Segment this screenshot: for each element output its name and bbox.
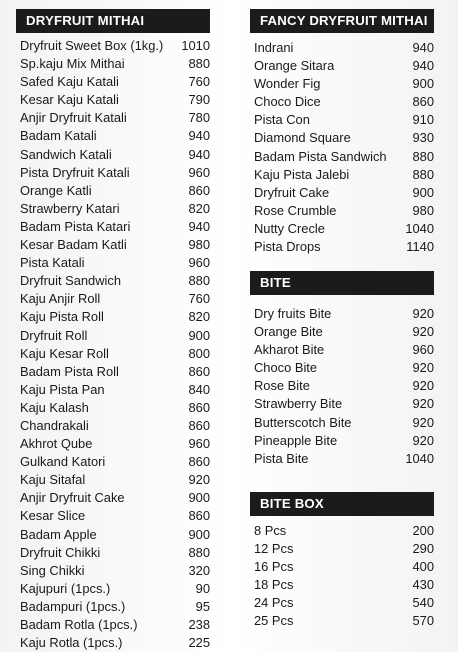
item-price: 960 xyxy=(412,341,434,358)
item-name: Kaju Sitafal xyxy=(20,472,86,488)
item-price: 930 xyxy=(412,130,434,146)
item-price: 225 xyxy=(188,634,210,651)
item-price: 920 xyxy=(412,432,434,448)
menu-item xyxy=(20,218,210,237)
item-name: Badampuri (1pcs.) xyxy=(20,598,126,615)
menu-item xyxy=(254,612,434,631)
item-price: 790 xyxy=(188,92,210,108)
item-price: 760 xyxy=(188,291,210,307)
item-price: 570 xyxy=(412,613,434,629)
menu-item xyxy=(20,73,210,92)
menu-item xyxy=(20,453,210,472)
menu-item xyxy=(254,594,434,613)
item-name: Kaju Kesar Roll xyxy=(20,345,109,361)
item-price: 980 xyxy=(412,202,434,219)
menu-item xyxy=(254,305,434,324)
menu-item xyxy=(254,540,434,559)
menu-item xyxy=(254,165,434,184)
item-price: 860 xyxy=(188,182,210,198)
menu-item xyxy=(20,163,210,182)
section-bite-box xyxy=(250,492,434,631)
item-name: Akharot Bite xyxy=(254,341,325,358)
menu-item xyxy=(254,576,434,595)
item-name: Sing Chikki xyxy=(20,562,85,578)
menu-item xyxy=(20,634,210,652)
item-price: 1140 xyxy=(406,238,434,255)
item-price: 860 xyxy=(188,417,210,434)
item-price: 880 xyxy=(188,55,210,72)
menu-item xyxy=(20,326,210,345)
item-name: Anjir Dryfruit Cake xyxy=(20,490,125,506)
item-name: Choco Dice xyxy=(254,94,321,110)
item-price: 840 xyxy=(188,381,210,397)
item-name: Sp.kaju Mix Mithai xyxy=(20,55,125,72)
item-price: 860 xyxy=(188,363,210,379)
item-name: Indrani xyxy=(254,39,294,56)
menu-item xyxy=(254,558,434,577)
menu-item xyxy=(20,308,210,327)
item-price: 940 xyxy=(412,57,434,74)
menu-item xyxy=(20,91,210,110)
item-name: Pista Katali xyxy=(20,254,85,271)
section-header: DRYFRUIT MITHAI xyxy=(16,9,210,33)
item-name: Kaju Rotla (1pcs.) xyxy=(20,634,123,651)
menu-item xyxy=(20,145,210,164)
item-price: 900 xyxy=(412,184,434,200)
menu-item xyxy=(20,272,210,291)
item-price: 920 xyxy=(188,472,210,488)
item-price: 95 xyxy=(195,598,210,615)
menu-item xyxy=(20,417,210,436)
menu-item xyxy=(20,55,210,74)
item-price: 860 xyxy=(412,94,434,110)
item-price: 820 xyxy=(188,309,210,325)
item-name: Kaju Anjir Roll xyxy=(20,291,101,307)
item-name: Safed Kaju Katali xyxy=(20,73,119,90)
item-price: 880 xyxy=(412,148,434,164)
item-name: Dryfruit Chikki xyxy=(20,544,101,560)
menu-item xyxy=(20,254,210,273)
menu-item xyxy=(254,220,434,239)
item-name: Badam Pista Katari xyxy=(20,218,131,235)
menu-item xyxy=(20,471,210,490)
menu-item xyxy=(20,489,210,508)
menu-item xyxy=(20,362,210,381)
item-price: 900 xyxy=(412,75,434,92)
item-price: 290 xyxy=(412,540,434,557)
item-name: 24 Pcs xyxy=(254,595,294,611)
item-price: 900 xyxy=(188,327,210,343)
item-price: 860 xyxy=(188,453,210,470)
item-name: Pista Bite xyxy=(254,450,309,466)
item-price: 900 xyxy=(188,526,210,542)
item-name: Kesar Badam Katli xyxy=(20,236,127,253)
item-price: 960 xyxy=(188,435,210,452)
section-fancy-dryfruit-mithai xyxy=(250,9,434,256)
item-name: Kaju Pista Pan xyxy=(20,381,105,397)
item-price: 960 xyxy=(188,254,210,271)
item-name: Rose Bite xyxy=(254,378,310,394)
item-price: 940 xyxy=(188,218,210,235)
menu-item xyxy=(254,129,434,148)
item-name: 12 Pcs xyxy=(254,540,294,557)
menu-item xyxy=(254,238,434,257)
item-name: Butterscotch Bite xyxy=(254,414,352,430)
item-price: 90 xyxy=(195,580,210,597)
section-dryfruit-mithai xyxy=(16,9,210,652)
item-price: 800 xyxy=(188,345,210,361)
menu-item xyxy=(20,561,210,580)
item-price: 880 xyxy=(412,166,434,182)
section-header: BITE xyxy=(250,271,434,295)
menu-item xyxy=(254,449,434,468)
item-price: 1040 xyxy=(405,450,434,466)
item-price: 940 xyxy=(188,128,210,144)
menu-item xyxy=(20,435,210,454)
item-name: Kajupuri (1pcs.) xyxy=(20,580,111,597)
menu-item xyxy=(254,522,434,541)
section-bite xyxy=(250,271,434,468)
menu-item xyxy=(20,290,210,309)
menu-item xyxy=(254,359,434,378)
item-price: 920 xyxy=(412,396,434,412)
item-name: Badam Apple xyxy=(20,526,97,542)
item-name: Pineapple Bite xyxy=(254,432,338,448)
item-name: Badam Pista Roll xyxy=(20,363,119,379)
item-name: Dryfruit Sandwich xyxy=(20,272,122,289)
menu-item xyxy=(20,507,210,526)
item-name: Badam Katali xyxy=(20,128,97,144)
item-price: 900 xyxy=(188,490,210,506)
item-name: 8 Pcs xyxy=(254,522,287,539)
item-price: 920 xyxy=(412,360,434,376)
item-name: Pista Drops xyxy=(254,238,321,255)
menu-item xyxy=(20,181,210,200)
item-name: Dry fruits Bite xyxy=(254,305,332,322)
menu-item xyxy=(254,413,434,432)
item-name: Wonder Fig xyxy=(254,75,321,92)
item-price: 920 xyxy=(412,414,434,430)
item-name: Badam Pista Sandwich xyxy=(254,148,387,164)
item-price: 1010 xyxy=(181,37,210,54)
item-name: 25 Pcs xyxy=(254,613,294,629)
item-price: 238 xyxy=(188,616,210,633)
item-name: Kaju Kalash xyxy=(20,399,89,416)
menu-item xyxy=(254,395,434,414)
item-name: Kesar Kaju Katali xyxy=(20,92,119,108)
item-price: 880 xyxy=(188,544,210,560)
item-name: Dryfruit Roll xyxy=(20,327,88,343)
item-name: Pista Con xyxy=(254,112,310,128)
item-price: 320 xyxy=(188,562,210,578)
menu-item xyxy=(254,75,434,94)
item-name: Strawberry Katari xyxy=(20,200,120,217)
item-price: 880 xyxy=(188,272,210,289)
item-price: 1040 xyxy=(405,220,434,237)
section-header: BITE BOX xyxy=(250,492,434,516)
menu-item xyxy=(20,399,210,418)
item-name: Anjir Dryfruit Katali xyxy=(20,110,127,126)
item-price: 780 xyxy=(188,110,210,126)
menu-item xyxy=(20,543,210,562)
item-price: 430 xyxy=(412,577,434,593)
item-name: Sandwich Katali xyxy=(20,146,112,162)
menu-item xyxy=(254,431,434,450)
menu-item xyxy=(20,37,210,56)
menu-item xyxy=(254,147,434,166)
item-price: 540 xyxy=(412,595,434,611)
item-name: Orange Katli xyxy=(20,182,92,198)
item-list xyxy=(250,522,434,631)
menu-item xyxy=(254,57,434,76)
menu-item xyxy=(20,109,210,128)
menu-item xyxy=(254,111,434,130)
item-name: Akhrot Qube xyxy=(20,435,93,452)
item-price: 920 xyxy=(412,378,434,394)
menu-item xyxy=(254,341,434,360)
item-name: Pista Dryfruit Katali xyxy=(20,164,130,180)
item-name: Nutty Crecle xyxy=(254,220,325,237)
menu-item xyxy=(20,381,210,400)
item-price: 860 xyxy=(188,508,210,524)
menu-item xyxy=(254,183,434,202)
menu-item xyxy=(254,39,434,58)
menu-item xyxy=(20,580,210,599)
menu-item xyxy=(254,377,434,396)
item-name: Kesar Slice xyxy=(20,508,86,524)
item-price: 980 xyxy=(188,236,210,253)
item-price: 910 xyxy=(412,112,434,128)
menu-item xyxy=(20,525,210,544)
item-name: Diamond Square xyxy=(254,130,351,146)
item-name: Gulkand Katori xyxy=(20,453,106,470)
item-list xyxy=(16,37,210,652)
item-name: Orange Sitara xyxy=(254,57,335,74)
item-name: Rose Crumble xyxy=(254,202,337,219)
item-name: Strawberry Bite xyxy=(254,396,343,412)
item-name: Choco Bite xyxy=(254,360,318,376)
menu-item xyxy=(20,598,210,617)
item-price: 920 xyxy=(412,323,434,340)
menu-item xyxy=(254,93,434,112)
menu-item xyxy=(20,616,210,635)
item-name: Kaju Pista Roll xyxy=(20,309,104,325)
item-name: Badam Rotla (1pcs.) xyxy=(20,616,138,633)
item-name: 18 Pcs xyxy=(254,577,294,593)
item-name: 16 Pcs xyxy=(254,558,294,575)
item-price: 200 xyxy=(412,522,434,539)
menu-item xyxy=(254,202,434,221)
menu-item xyxy=(20,200,210,219)
item-price: 940 xyxy=(412,39,434,56)
item-price: 940 xyxy=(188,146,210,162)
item-name: Dryfruit Cake xyxy=(254,184,330,200)
menu-item xyxy=(20,344,210,363)
menu-item xyxy=(20,236,210,255)
menu-item xyxy=(254,323,434,342)
item-name: Dryfruit Sweet Box (1kg.) xyxy=(20,37,164,54)
item-price: 760 xyxy=(188,73,210,90)
item-name: Chandrakali xyxy=(20,417,89,434)
item-price: 960 xyxy=(188,164,210,180)
item-price: 820 xyxy=(188,200,210,217)
item-name: Orange Bite xyxy=(254,323,323,340)
item-name: Kaju Pista Jalebi xyxy=(254,166,350,182)
item-price: 400 xyxy=(412,558,434,575)
item-price: 860 xyxy=(188,399,210,416)
menu-item xyxy=(20,127,210,146)
item-list xyxy=(250,39,434,256)
section-header: FANCY DRYFRUIT MITHAI xyxy=(250,9,434,33)
item-list xyxy=(250,305,434,468)
item-price: 920 xyxy=(412,305,434,322)
